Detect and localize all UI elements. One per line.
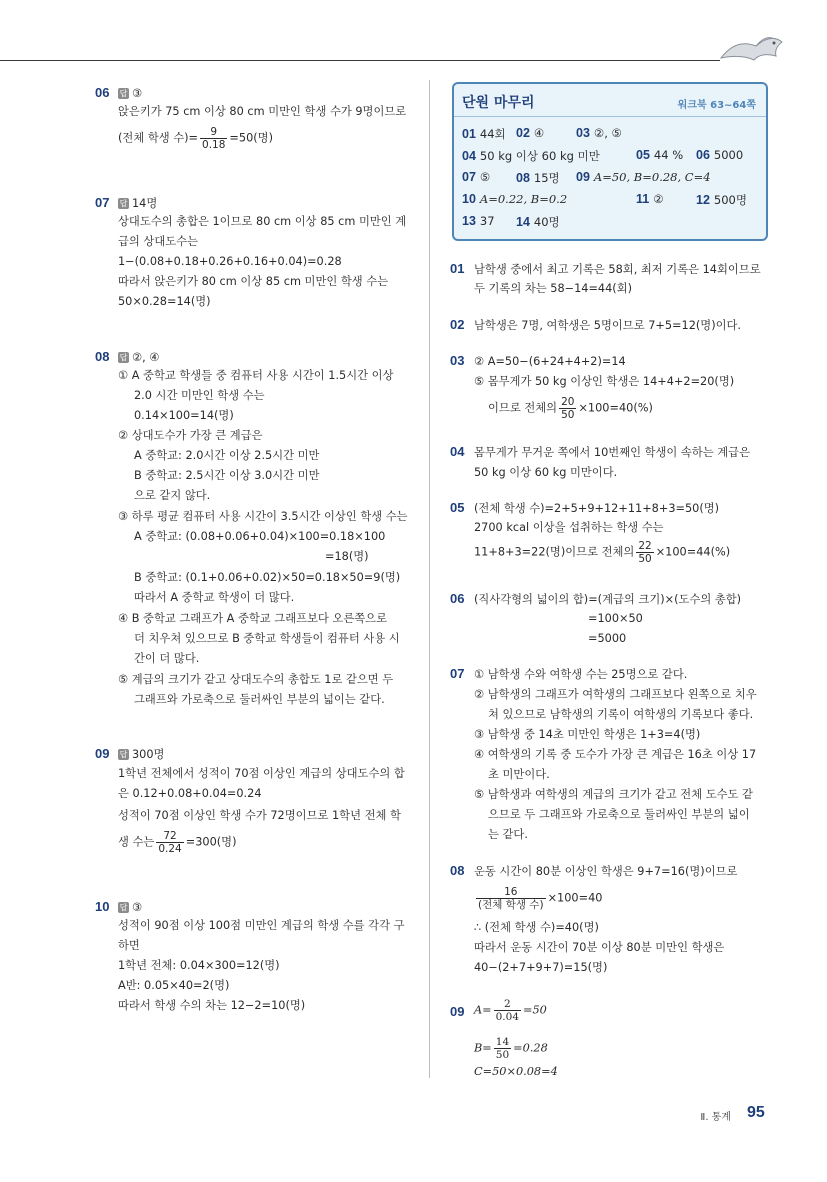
solution-line: 두 기록의 차는 58−14=44(회) xyxy=(474,282,633,295)
problem-number: 08 xyxy=(450,863,465,878)
fraction xyxy=(200,126,227,151)
answer-text: 15명 xyxy=(533,171,560,185)
solution-line xyxy=(474,540,730,565)
answer-value: ③ xyxy=(132,87,143,100)
solution-line: A 중학교: 2.0시간 이상 2.5시간 미만 xyxy=(134,449,320,462)
answer-text: A=0.22, B=0.2 xyxy=(479,192,568,206)
text: ×100=40 xyxy=(547,891,603,905)
solution-line: ④ 여학생의 기록 중 도수가 가장 큰 계급은 16초 이상 17 xyxy=(474,748,757,761)
solution-line: A 중학교: (0.08+0.06+0.04)×100=0.18×100 xyxy=(134,530,386,543)
answer-number: 14 xyxy=(516,215,530,229)
answer-number: 13 xyxy=(462,214,476,228)
answer-text: 37 xyxy=(479,214,495,228)
solution-line: 2700 kcal 이상을 섭취하는 학생 수는 xyxy=(474,521,664,534)
answer-item xyxy=(636,192,664,206)
denominator: 50 xyxy=(638,553,652,565)
answer-number: 11 xyxy=(636,192,650,206)
solution-line: 으로 같지 않다. xyxy=(134,489,211,502)
solution-line: ③ 남학생 중 14초 미만인 학생은 1+3=4(명) xyxy=(474,728,701,741)
text: =300(명) xyxy=(185,835,237,849)
solution-line: 남학생 중에서 최고 기록은 58회, 최저 기록은 14회이므로 xyxy=(474,263,761,276)
text: 생 수는 xyxy=(118,835,155,849)
answer-number: 07 xyxy=(462,170,476,184)
text: (전체 학생 수)= xyxy=(118,131,199,145)
text: =50(명) xyxy=(229,131,273,145)
denominator: 50 xyxy=(561,409,575,421)
solution-line: 0.14×100=14(명) xyxy=(134,409,234,422)
denominator: 0.24 xyxy=(158,843,182,855)
solution-line: 2.0 시간 미만인 학생 수는 xyxy=(134,389,265,402)
solution-line: ① 남학생 수와 여학생 수는 25명으로 같다. xyxy=(474,668,688,681)
answer-line xyxy=(118,350,159,366)
solution-line: 운동 시간이 80분 이상인 학생은 9+7=16(명)이므로 xyxy=(474,865,738,878)
denominator: (전체 학생 수) xyxy=(478,899,544,911)
answer-line xyxy=(118,900,142,916)
numerator: 14 xyxy=(495,1036,510,1048)
answer-item xyxy=(516,214,560,230)
solution-line: 성적이 70점 이상인 학생 수가 72명이므로 1학년 전체 학 xyxy=(118,809,401,822)
denominator: 0.04 xyxy=(495,1011,520,1023)
answer-number: 01 xyxy=(462,127,476,141)
solution-line: (전체 학생 수)=2+5+9+12+11+8+3=50(명) xyxy=(474,502,720,515)
answer-number: 04 xyxy=(462,149,476,163)
answer-item xyxy=(576,170,711,184)
solution-line: 1학년 전체: 0.04×300=12(명) xyxy=(118,959,280,972)
answer-item xyxy=(696,192,747,208)
answer-text: 50 kg 이상 60 kg 미만 xyxy=(479,149,600,163)
problem-number: 02 xyxy=(450,317,465,332)
problem-number: 06 xyxy=(450,591,465,606)
solution-line: ④ B 중학교 그래프가 A 중학교 그래프보다 오른쪽으로 xyxy=(118,612,387,625)
answer-badge-icon: 답 xyxy=(119,199,128,208)
answer-badge-icon: 답 xyxy=(119,750,128,759)
solution-line: ∴ (전체 학생 수)=40(명) xyxy=(474,921,599,934)
solution-line: 으므로 두 그래프와 가로축으로 둘러싸인 부분의 넓이 xyxy=(488,808,750,821)
solution-line: C=50×0.08=4 xyxy=(474,1065,558,1078)
answer-text: 44회 xyxy=(479,127,506,141)
solution-line: B 중학교: (0.1+0.06+0.02)×50=0.18×50=9(명) xyxy=(134,571,401,584)
answer-line xyxy=(118,196,157,212)
text: =0.28 xyxy=(513,1041,548,1055)
solution-line: 따라서 A 중학교 학생이 더 많다. xyxy=(134,591,295,604)
solution-line: 는 같다. xyxy=(488,828,528,841)
answer-number: 02 xyxy=(516,126,530,140)
solution-line: 50 kg 이상 60 kg 미만이다. xyxy=(474,466,618,479)
box-header xyxy=(454,84,766,117)
fraction xyxy=(494,1036,511,1061)
solution-line: (직사각형의 넓이의 합)=(계급의 크기)×(도수의 총합) xyxy=(474,593,742,606)
answer-item xyxy=(696,148,743,162)
answer-number: 08 xyxy=(516,171,530,185)
solution-line: 따라서 학생 수의 차는 12−2=10(명) xyxy=(118,999,306,1012)
solution-line: 초 미만이다. xyxy=(488,768,550,781)
solution-line xyxy=(118,830,237,855)
problem-number: 09 xyxy=(95,746,110,761)
unit-review-answer-box xyxy=(452,82,768,241)
answer-text: 500명 xyxy=(713,193,747,207)
problem-number: 08 xyxy=(95,349,110,364)
solution-line: 상대도수의 총합은 1이므로 80 cm 이상 85 cm 미만인 계 xyxy=(118,215,407,228)
answer-item xyxy=(462,192,567,206)
solution-line: 간이 더 많다. xyxy=(134,652,200,665)
text: =50 xyxy=(523,1003,547,1017)
answer-badge-icon: 답 xyxy=(119,89,128,98)
solution-line: =18(명) xyxy=(325,550,369,563)
solution-line: 그래프와 가로축으로 둘러싸인 부분의 넓이는 같다. xyxy=(134,693,385,706)
numerator: 16 xyxy=(504,886,518,898)
answer-item xyxy=(462,126,506,142)
solution-line xyxy=(474,886,602,911)
numerator: 2 xyxy=(503,998,511,1010)
page-number: 95 xyxy=(747,1104,765,1121)
answer-text: ④ xyxy=(533,126,545,140)
solution-line: A반: 0.05×40=2(명) xyxy=(118,979,230,992)
workbook-reference: 워크북 63~64쪽 xyxy=(677,100,756,111)
problem-number: 07 xyxy=(95,195,110,210)
solution-line: 1학년 전체에서 성적이 70점 이상인 계급의 상대도수의 합 xyxy=(118,767,405,780)
fraction xyxy=(476,886,546,911)
solution-line: ② 남학생의 그래프가 여학생의 그래프보다 왼쪽으로 치우 xyxy=(474,688,757,701)
solution-line: ① A 중학교 학생들 중 컴퓨터 사용 시간이 1.5시간 이상 xyxy=(118,369,394,382)
answer-item xyxy=(516,170,560,186)
answer-item xyxy=(462,170,490,184)
solution-line: 쳐 있으므로 남학생의 기록이 여학생의 기록보다 좋다. xyxy=(488,708,754,721)
solution-line: 40−(2+7+9+7)=15(명) xyxy=(474,961,608,974)
answer-number: 09 xyxy=(576,170,590,184)
fraction xyxy=(494,998,521,1023)
text: ×100=44(%) xyxy=(655,545,731,559)
answer-line xyxy=(118,747,164,763)
answer-value: 14명 xyxy=(132,197,158,210)
solution-line: 남학생은 7명, 여학생은 5명이므로 7+5=12(명)이다. xyxy=(474,319,742,332)
solution-line: 하면 xyxy=(118,939,140,952)
answer-number: 05 xyxy=(636,148,650,162)
answer-number: 03 xyxy=(576,126,590,140)
answer-number: 06 xyxy=(696,148,710,162)
text: B= xyxy=(474,1041,492,1055)
solution-line: 1−(0.08+0.18+0.26+0.16+0.04)=0.28 xyxy=(118,255,342,268)
header-rule xyxy=(0,60,720,61)
numerator: 22 xyxy=(638,540,652,552)
dragon-illustration xyxy=(716,28,786,68)
solution-line: 급의 상대도수는 xyxy=(118,235,198,248)
solution-line: 따라서 운동 시간이 70분 이상 80분 미만인 학생은 xyxy=(474,941,725,954)
solution-line: ③ 하루 평균 컴퓨터 사용 시간이 3.5시간 이상인 학생 수는 xyxy=(118,510,408,523)
section-label: Ⅱ. 통계 xyxy=(700,1112,731,1123)
answer-item xyxy=(516,126,544,140)
problem-number: 01 xyxy=(450,261,465,276)
answer-number: 12 xyxy=(696,193,710,207)
solution-line xyxy=(488,396,653,421)
solution-line: 따라서 앉은키가 80 cm 이상 85 cm 미만인 학생 수는 xyxy=(118,275,389,288)
solution-line xyxy=(118,126,273,151)
answer-item xyxy=(636,148,683,162)
answer-badge-icon: 답 xyxy=(119,353,128,362)
box-title: 단원 마무리 xyxy=(462,95,535,111)
solution-line: 성적이 90점 이상 100점 미만인 계급의 학생 수를 각각 구 xyxy=(118,919,405,932)
solution-line: ⑤ 남학생과 여학생의 계급의 크기가 같고 전체 도수도 같 xyxy=(474,788,753,801)
solution-line: 더 치우쳐 있으므로 B 중학교 학생들이 컴퓨터 사용 시 xyxy=(134,632,400,645)
text: 11+8+3=22(명)이므로 전체의 xyxy=(474,545,635,559)
answer-value: 300명 xyxy=(132,748,165,761)
problem-number: 09 xyxy=(450,1004,465,1019)
answer-text: 5000 xyxy=(713,148,744,162)
denominator: 50 xyxy=(495,1049,510,1061)
answer-text: A=50, B=0.28, C=4 xyxy=(593,170,711,184)
answer-item xyxy=(462,214,495,228)
solution-line xyxy=(474,1036,548,1061)
fraction xyxy=(636,540,653,565)
solution-line: =100×50 xyxy=(588,612,643,625)
text: 이므로 전체의 xyxy=(488,401,558,415)
answer-text: ⑤ xyxy=(479,170,491,184)
answer-text: 40명 xyxy=(533,215,560,229)
problem-number: 04 xyxy=(450,444,465,459)
numerator: 20 xyxy=(561,396,575,408)
answer-value: ②, ④ xyxy=(132,351,160,364)
answer-text: ② xyxy=(653,192,664,206)
solution-line: B 중학교: 2.5시간 이상 3.0시간 미만 xyxy=(134,469,320,482)
solution-line xyxy=(474,998,547,1023)
fraction xyxy=(156,830,183,855)
problem-number: 10 xyxy=(95,899,110,914)
solution-line: ⑤ 계급의 크기가 같고 상대도수의 총합도 1로 같으면 두 xyxy=(118,673,394,686)
numerator: 72 xyxy=(163,830,177,842)
solution-line: ② 상대도수가 가장 큰 계급은 xyxy=(118,429,263,442)
answer-number: 10 xyxy=(462,192,476,206)
problem-number: 03 xyxy=(450,353,465,368)
solution-line: =5000 xyxy=(588,632,627,645)
denominator: 0.18 xyxy=(202,139,226,151)
text: ×100=40(%) xyxy=(578,401,653,415)
answer-line xyxy=(118,86,142,102)
solution-line: 50×0.28=14(명) xyxy=(118,295,211,308)
solution-line: ⑤ 몸무게가 50 kg 이상인 학생은 14+4+2=20(명) xyxy=(474,375,735,388)
answer-value: ③ xyxy=(132,901,143,914)
fraction xyxy=(559,396,576,421)
numerator: 9 xyxy=(210,126,218,138)
answer-item xyxy=(462,148,600,164)
text: A= xyxy=(474,1003,492,1017)
solution-line: 몸무게가 무거운 쪽에서 10번째인 학생이 속하는 계급은 xyxy=(474,446,751,459)
solution-line: ② A=50−(6+24+4+2)=14 xyxy=(474,355,626,368)
answer-text: 44 % xyxy=(653,148,684,162)
answer-text: ②, ⑤ xyxy=(593,126,622,140)
problem-number: 07 xyxy=(450,666,465,681)
problem-number: 06 xyxy=(95,85,110,100)
solution-line: 은 0.12+0.08+0.04=0.24 xyxy=(118,787,262,800)
answer-badge-icon: 답 xyxy=(119,903,128,912)
column-divider xyxy=(429,80,430,1078)
answer-item xyxy=(576,126,622,140)
problem-number: 05 xyxy=(450,500,465,515)
solution-line: 앉은키가 75 cm 이상 80 cm 미만인 학생 수가 9명이므로 xyxy=(118,105,407,118)
